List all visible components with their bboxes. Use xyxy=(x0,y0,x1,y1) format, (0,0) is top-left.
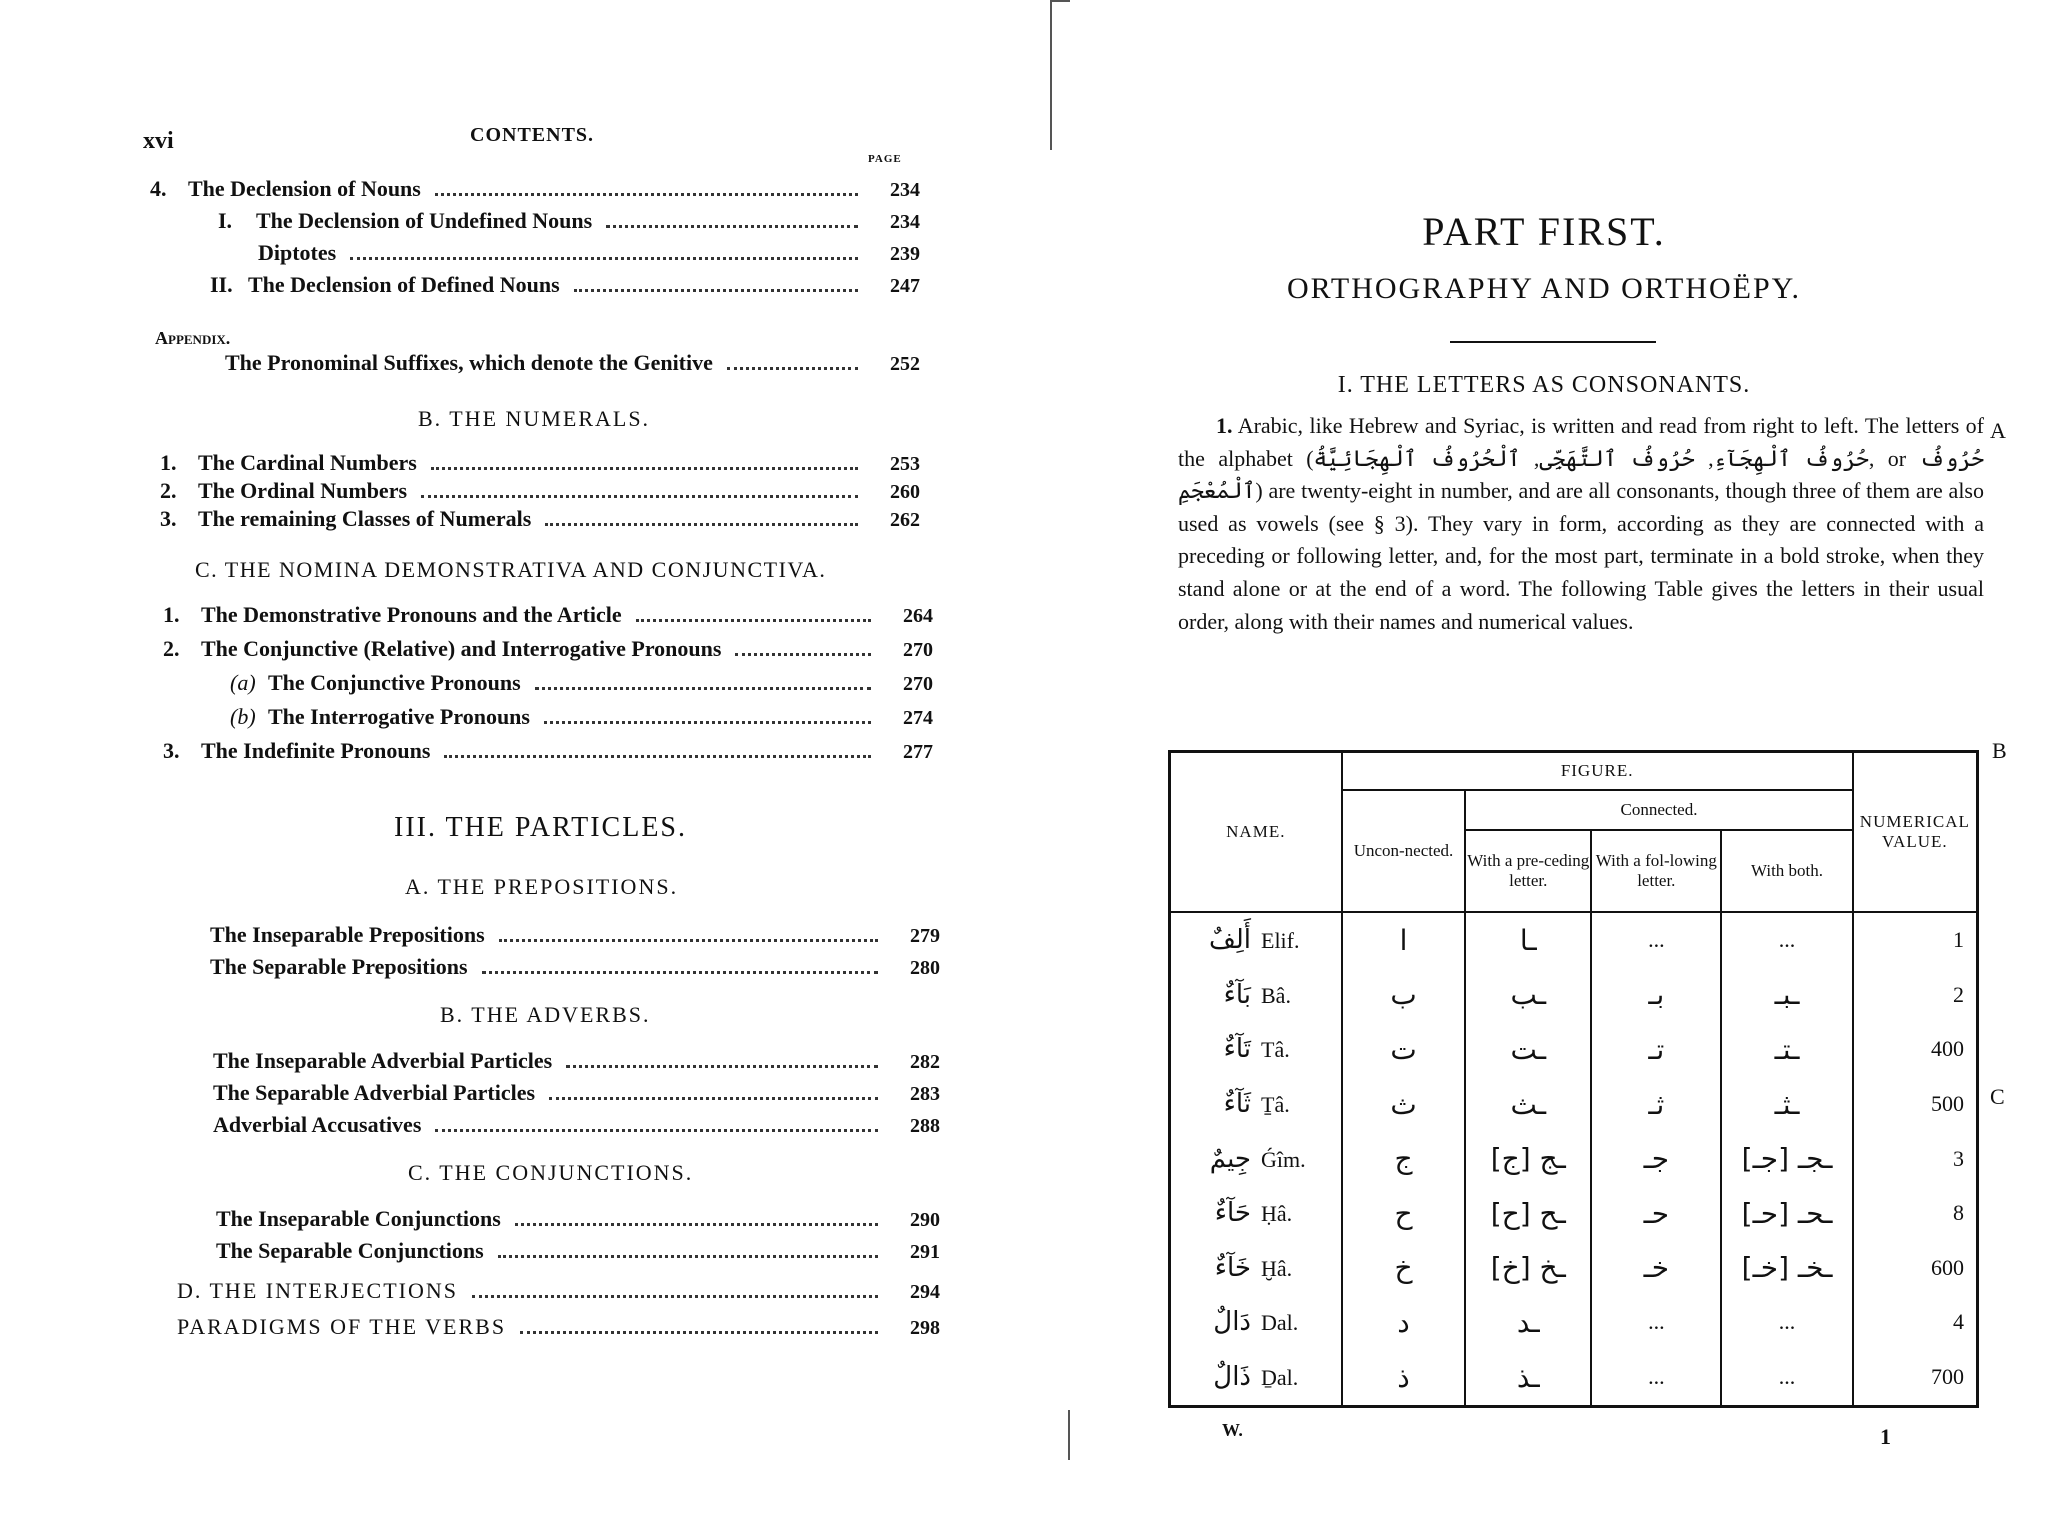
entry-number: I. xyxy=(218,208,233,233)
leader-dots xyxy=(735,652,871,656)
form-unconnected: ذ xyxy=(1342,1349,1466,1406)
col-header-numerical: NUMERICAL VALUE. xyxy=(1853,752,1978,912)
form-preceding: ـد xyxy=(1465,1295,1591,1350)
numerical-value: 600 xyxy=(1853,1240,1978,1295)
entry-page: 234 xyxy=(890,179,920,201)
entry-label: The Ordinal Numbers xyxy=(198,478,408,503)
entry-page: 260 xyxy=(890,481,920,503)
entry-label: The Interrogative Pronouns xyxy=(268,704,530,729)
entry-page: 282 xyxy=(910,1051,940,1073)
entry-page: 262 xyxy=(890,509,920,531)
form-following: تـ xyxy=(1591,1022,1721,1077)
entry-label: D. THE INTERJECTIONS xyxy=(177,1278,458,1303)
entry-page: 298 xyxy=(910,1317,940,1339)
leader-dots xyxy=(472,1294,878,1298)
title-rule xyxy=(1450,341,1656,343)
form-both: ـتـ xyxy=(1721,1022,1852,1077)
entry-label: The Cardinal Numbers xyxy=(198,450,417,475)
table-row xyxy=(1170,1186,1978,1241)
toc-entry[interactable] xyxy=(216,1238,940,1264)
letter-name: Elif. xyxy=(1261,928,1300,954)
form-both: ـخـ [خـ] xyxy=(1721,1240,1852,1295)
form-preceding: ـا xyxy=(1465,912,1591,968)
table-row xyxy=(1170,1349,1978,1406)
appendix-label: Appendix. xyxy=(155,328,231,348)
toc-entry[interactable] xyxy=(230,670,933,696)
entry-label: The Inseparable Conjunctions xyxy=(216,1206,501,1231)
entry-page: 277 xyxy=(903,741,933,763)
section-heading-letters: I. THE LETTERS AS CONSONANTS. xyxy=(1337,372,1751,398)
table-row xyxy=(1170,968,1978,1023)
section-heading-adverbs: B. THE ADVERBS. xyxy=(440,1002,651,1027)
table-row xyxy=(1170,912,1978,968)
letter-name: Ḫâ. xyxy=(1261,1255,1293,1281)
page-number-left: xvi xyxy=(143,128,174,154)
toc-entry[interactable] xyxy=(163,738,933,764)
col-header-preceding: With a pre-ceding letter. xyxy=(1465,830,1591,912)
col-header-figure: FIGURE. xyxy=(1342,752,1853,790)
leader-dots xyxy=(482,970,878,974)
toc-entry[interactable] xyxy=(213,1112,940,1138)
leader-dots xyxy=(421,494,858,498)
leader-dots xyxy=(566,1064,878,1068)
toc-entry[interactable] xyxy=(213,1048,940,1074)
paragraph-number: 1. xyxy=(1216,413,1233,438)
entry-page: 239 xyxy=(890,243,920,265)
section-heading-conjunctions: C. THE CONJUNCTIONS. xyxy=(408,1160,694,1185)
toc-entry[interactable] xyxy=(230,704,933,730)
numerical-value: 700 xyxy=(1853,1349,1978,1406)
entry-label: Adverbial Accusatives xyxy=(213,1112,422,1137)
form-unconnected: د xyxy=(1342,1295,1466,1350)
form-following: ... xyxy=(1591,1349,1721,1406)
entry-label: The Declension of Nouns xyxy=(188,176,421,201)
toc-entry[interactable] xyxy=(210,272,920,298)
margin-marker-a: A xyxy=(1990,418,2006,443)
entry-number: 2. xyxy=(163,636,180,661)
entry-page: 274 xyxy=(903,707,933,729)
form-both: ـثـ xyxy=(1721,1077,1852,1132)
form-both: ... xyxy=(1721,1295,1852,1350)
form-preceding: ـخ [خ] xyxy=(1465,1240,1591,1295)
form-preceding: ـث xyxy=(1465,1077,1591,1132)
entry-page: 280 xyxy=(910,957,940,979)
entry-page: 270 xyxy=(903,673,933,695)
numerical-value: 500 xyxy=(1853,1077,1978,1132)
leader-dots xyxy=(574,288,858,292)
toc-entry[interactable] xyxy=(160,506,920,532)
right-page xyxy=(1040,0,2048,1531)
letter-name: Ṯâ. xyxy=(1261,1092,1290,1118)
form-unconnected: ا xyxy=(1342,912,1466,968)
entry-page: 291 xyxy=(910,1241,940,1263)
leader-dots xyxy=(515,1222,878,1226)
entry-label: The Separable Conjunctions xyxy=(216,1238,484,1263)
form-both: ـحـ [حـ] xyxy=(1721,1186,1852,1241)
table-row xyxy=(1170,1022,1978,1077)
entry-number: 1. xyxy=(163,602,180,627)
table-row xyxy=(1170,1131,1978,1186)
form-unconnected: ت xyxy=(1342,1022,1466,1077)
table-row xyxy=(1170,1295,1978,1350)
entry-label: PARADIGMS OF THE VERBS xyxy=(177,1314,507,1339)
form-following: جـ xyxy=(1591,1131,1721,1186)
entry-number: (b) xyxy=(230,704,256,729)
entry-page: 279 xyxy=(910,925,940,947)
toc-entry[interactable] xyxy=(225,350,920,376)
leader-dots xyxy=(498,1254,878,1258)
form-following: ... xyxy=(1591,912,1721,968)
numerical-value: 1 xyxy=(1853,912,1978,968)
margin-marker-b: B xyxy=(1992,738,2007,763)
form-preceding: ـذ xyxy=(1465,1349,1591,1406)
form-both: ـبـ xyxy=(1721,968,1852,1023)
entry-page: 252 xyxy=(890,353,920,375)
numerical-value: 2 xyxy=(1853,968,1978,1023)
toc-entry[interactable] xyxy=(218,208,920,234)
table-row xyxy=(1170,1077,1978,1132)
toc-entry[interactable] xyxy=(160,478,920,504)
alphabet-table xyxy=(1168,750,1979,1408)
toc-entry-paradigms[interactable] xyxy=(177,1314,940,1340)
section-heading-nomina: C. THE NOMINA DEMONSTRATIVA AND CONJUNCTIVA. xyxy=(195,557,827,582)
letter-name: Tâ. xyxy=(1261,1037,1290,1063)
entry-page: 288 xyxy=(910,1115,940,1137)
toc-entry[interactable] xyxy=(220,240,920,266)
entry-label: The Pronominal Suffixes, which denote the Genitive xyxy=(225,350,713,375)
form-preceding: ـج [ج] xyxy=(1465,1131,1591,1186)
table-row xyxy=(1170,1240,1978,1295)
col-header-unconnected: Uncon-nected. xyxy=(1342,790,1466,912)
form-unconnected: خ xyxy=(1342,1240,1466,1295)
leader-dots xyxy=(444,754,871,758)
form-unconnected: ح xyxy=(1342,1186,1466,1241)
entry-number: II. xyxy=(210,272,233,297)
arabic-name: ذَالٌ xyxy=(1213,1362,1251,1393)
entry-page: 264 xyxy=(903,605,933,627)
col-header-connected: Connected. xyxy=(1465,790,1852,830)
entry-page: 294 xyxy=(910,1281,940,1303)
leader-dots xyxy=(350,256,858,260)
toc-entry[interactable] xyxy=(216,1206,940,1232)
leader-dots xyxy=(431,466,858,470)
section-heading-prepositions: A. THE PREPOSITIONS. xyxy=(405,874,679,899)
entry-number: (a) xyxy=(230,670,256,695)
arabic-name: خَآءٌ xyxy=(1214,1252,1251,1283)
form-both: ... xyxy=(1721,912,1852,968)
leader-dots xyxy=(549,1096,878,1100)
form-unconnected: ب xyxy=(1342,968,1466,1023)
form-unconnected: ج xyxy=(1342,1131,1466,1186)
entry-page: 283 xyxy=(910,1083,940,1105)
numerical-value: 400 xyxy=(1853,1022,1978,1077)
entry-label: The Indefinite Pronouns xyxy=(201,738,431,763)
entry-number: 3. xyxy=(160,506,177,531)
form-following: حـ xyxy=(1591,1186,1721,1241)
margin-marker-c: C xyxy=(1990,1084,2005,1109)
toc-entry[interactable] xyxy=(163,636,933,662)
entry-page: 247 xyxy=(890,275,920,297)
entry-label: Diptotes xyxy=(258,240,337,265)
arabic-name: تَآءٌ xyxy=(1223,1034,1251,1065)
form-following: ... xyxy=(1591,1295,1721,1350)
form-preceding: ـب xyxy=(1465,968,1591,1023)
letter-name: Dal. xyxy=(1261,1310,1299,1336)
toc-entry[interactable] xyxy=(210,922,940,948)
leader-dots xyxy=(636,618,871,622)
entry-page: 253 xyxy=(890,453,920,475)
numerical-value: 4 xyxy=(1853,1295,1978,1350)
numerical-value: 3 xyxy=(1853,1131,1978,1186)
page-number-right: 1 xyxy=(1880,1424,1891,1449)
entry-label: The Separable Adverbial Particles xyxy=(213,1080,536,1105)
toc-entry[interactable] xyxy=(210,954,940,980)
entry-number: 3. xyxy=(163,738,180,763)
entry-page: 290 xyxy=(910,1209,940,1231)
entry-page: 270 xyxy=(903,639,933,661)
leader-dots xyxy=(545,522,858,526)
leader-dots xyxy=(520,1330,878,1334)
toc-entry[interactable] xyxy=(150,176,920,202)
form-both: ـجـ [جـ] xyxy=(1721,1131,1852,1186)
form-preceding: ـت xyxy=(1465,1022,1591,1077)
running-head: CONTENTS. xyxy=(470,124,595,146)
form-both: ... xyxy=(1721,1349,1852,1406)
toc-entry[interactable] xyxy=(163,602,933,628)
form-following: ثـ xyxy=(1591,1077,1721,1132)
form-unconnected: ث xyxy=(1342,1077,1466,1132)
leader-dots xyxy=(544,720,871,724)
leader-dots xyxy=(435,1128,878,1132)
col-header-both: With both. xyxy=(1721,830,1852,912)
leader-dots xyxy=(435,192,858,196)
col-header-name: NAME. xyxy=(1170,752,1342,912)
leader-dots xyxy=(535,686,871,690)
col-header-following: With a fol-lowing letter. xyxy=(1591,830,1721,912)
paragraph-1 xyxy=(1178,410,1984,638)
entry-label: The Inseparable Adverbial Particles xyxy=(213,1048,553,1073)
arabic-name: بَآءٌ xyxy=(1223,979,1251,1010)
entry-label: The Inseparable Prepositions xyxy=(210,922,485,947)
entry-label: The Demonstrative Pronouns and the Article xyxy=(201,602,622,627)
page-column-label: PAGE xyxy=(868,153,902,165)
letter-name: Ḏal. xyxy=(1261,1365,1299,1391)
section-heading-numerals: B. THE NUMERALS. xyxy=(418,406,651,431)
entry-label: The Declension of Undefined Nouns xyxy=(256,208,593,233)
letter-name: Ǵîm. xyxy=(1261,1146,1306,1172)
paragraph-text: Arabic, like Hebrew and Syriac, is written and read from right to left. The letters of the alphabet (حُرُوفُ ٱلْهِجَآءِ, حُرُوفُ ٱلتَّهَجِّى, ٱلْحُرُوفُ ٱلْهِجَائِيَّةُ, or حُرُوفُ ٱلْمُعْجَمِ) are twenty-eight in number, and are all consonants, though three of them are also used as vowels (see § 3). They vary in form, according as they are connected with a preceding or following letter, and, for the most part, terminate in a bold stroke, when they stand alone or at the end of a word. The following Table gives the letters in their usual order, along with their names and numerical values. xyxy=(1178,413,1985,634)
toc-entry[interactable] xyxy=(160,450,920,476)
arabic-name: حَآءٌ xyxy=(1214,1198,1251,1229)
letter-name: Ḥâ. xyxy=(1261,1201,1293,1227)
arabic-name: أَلِفٌ xyxy=(1208,925,1251,956)
form-following: خـ xyxy=(1591,1240,1721,1295)
entry-number: 1. xyxy=(160,450,177,475)
form-preceding: ـح [ح] xyxy=(1465,1186,1591,1241)
numerical-value: 8 xyxy=(1853,1186,1978,1241)
part-heading-particles: III. THE PARTICLES. xyxy=(394,812,687,843)
toc-entry-interjections[interactable] xyxy=(177,1278,940,1304)
entry-number: 4. xyxy=(150,176,167,201)
arabic-name: دَالٌ xyxy=(1213,1307,1251,1338)
part-title: PART FIRST. xyxy=(1422,209,1666,254)
part-subtitle: ORTHOGRAPHY AND ORTHOËPY. xyxy=(1287,272,1801,305)
entry-page: 234 xyxy=(890,211,920,233)
leader-dots xyxy=(606,224,858,228)
letter-name: Bâ. xyxy=(1261,982,1291,1008)
entry-number: 2. xyxy=(160,478,177,503)
leader-dots xyxy=(499,938,878,942)
entry-label: The remaining Classes of Numerals xyxy=(198,506,532,531)
entry-label: The Declension of Defined Nouns xyxy=(248,272,560,297)
leader-dots xyxy=(727,366,858,370)
entry-label: The Conjunctive (Relative) and Interrogative Pronouns xyxy=(201,636,722,661)
entry-label: The Conjunctive Pronouns xyxy=(268,670,521,695)
toc-entry[interactable] xyxy=(213,1080,940,1106)
entry-label: The Separable Prepositions xyxy=(210,954,468,979)
arabic-name: ثَآءٌ xyxy=(1223,1089,1251,1120)
signature-mark: W. xyxy=(1222,1420,1243,1440)
arabic-name: جِيمٌ xyxy=(1209,1143,1251,1174)
form-following: بـ xyxy=(1591,968,1721,1023)
